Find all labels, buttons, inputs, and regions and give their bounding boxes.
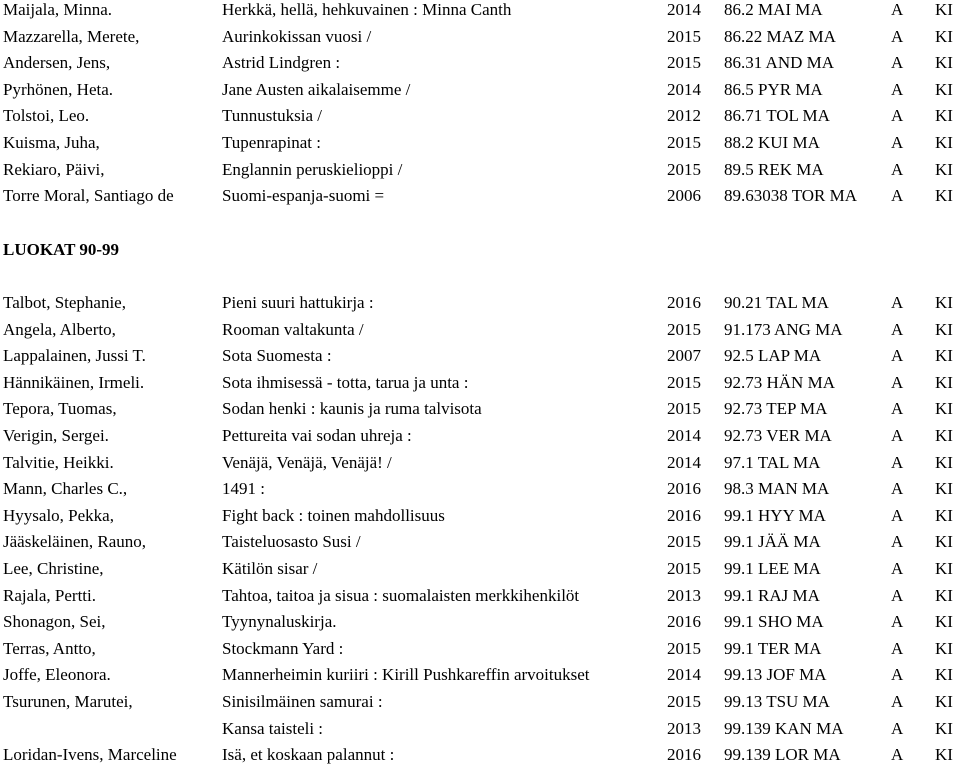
table-row	[0, 742, 960, 768]
title-cell: Tunnustuksia /	[222, 106, 322, 125]
year-cell: 2015	[667, 53, 701, 72]
type-cell: A	[891, 612, 904, 631]
author-cell: Hyysalo, Pekka,	[3, 506, 114, 525]
author-cell: Shonagon, Sei,	[3, 612, 106, 631]
classification-cell: 99.139 KAN MA	[724, 719, 844, 738]
title-cell: Stockmann Yard :	[222, 639, 344, 658]
year-cell: 2015	[667, 320, 701, 339]
year-cell: 2015	[667, 532, 701, 551]
year-cell: 2015	[667, 133, 701, 152]
title-cell: Pieni suuri hattukirja :	[222, 293, 374, 312]
year-cell: 2015	[667, 639, 701, 658]
type-cell: A	[891, 320, 904, 339]
location-cell: KI	[935, 453, 953, 472]
location-cell: KI	[935, 346, 953, 365]
table-row	[0, 396, 960, 422]
year-cell: 2014	[667, 0, 701, 19]
type-cell: A	[891, 453, 904, 472]
table-row	[0, 716, 960, 742]
title-cell: Tupenrapinat :	[222, 133, 322, 152]
table-row	[0, 662, 960, 688]
author-cell: Lappalainen, Jussi T.	[3, 346, 146, 365]
table-row	[0, 77, 960, 103]
location-cell: KI	[935, 80, 953, 99]
location-cell: KI	[935, 53, 953, 72]
location-cell: KI	[935, 612, 953, 631]
table-row	[0, 24, 960, 50]
location-cell: KI	[935, 186, 953, 205]
title-cell: Sinisilmäinen samurai :	[222, 692, 383, 711]
title-cell: Suomi-espanja-suomi =	[222, 186, 385, 205]
type-cell: A	[891, 479, 904, 498]
author-cell: Andersen, Jens,	[3, 53, 111, 72]
title-cell: 1491 :	[222, 479, 265, 498]
classification-cell: 86.71 TOL MA	[724, 106, 830, 125]
year-cell: 2014	[667, 665, 701, 684]
year-cell: 2007	[667, 346, 701, 365]
author-cell: Rekiaro, Päivi,	[3, 160, 105, 179]
title-cell: Rooman valtakunta /	[222, 320, 364, 339]
table-row	[0, 0, 960, 23]
author-cell: Talbot, Stephanie,	[3, 293, 126, 312]
location-cell: KI	[935, 639, 953, 658]
table-row	[0, 450, 960, 476]
location-cell: KI	[935, 532, 953, 551]
title-cell: Tahtoa, taitoa ja sisua : suomalaisten merkkihenkilöt	[222, 586, 580, 605]
table-row	[0, 556, 960, 582]
classification-cell: 98.3 MAN MA	[724, 479, 830, 498]
location-cell: KI	[935, 479, 953, 498]
year-cell: 2016	[667, 506, 701, 525]
type-cell: A	[891, 719, 904, 738]
type-cell: A	[891, 373, 904, 392]
author-cell: Terras, Antto,	[3, 639, 96, 658]
type-cell: A	[891, 532, 904, 551]
location-cell: KI	[935, 0, 953, 19]
classification-cell: 86.5 PYR MA	[724, 80, 823, 99]
type-cell: A	[891, 160, 904, 179]
type-cell: A	[891, 506, 904, 525]
title-cell: Aurinkokissan vuosi /	[222, 27, 372, 46]
classification-cell: 92.5 LAP MA	[724, 346, 822, 365]
classification-cell: 90.21 TAL MA	[724, 293, 829, 312]
type-cell: A	[891, 639, 904, 658]
classification-cell: 86.31 AND MA	[724, 53, 835, 72]
type-cell: A	[891, 186, 904, 205]
year-cell: 2015	[667, 160, 701, 179]
table-row	[0, 503, 960, 529]
table-row	[0, 183, 960, 209]
table-row	[0, 689, 960, 715]
title-cell: Sota Suomesta :	[222, 346, 332, 365]
year-cell: 2014	[667, 80, 701, 99]
title-cell: Kansa taisteli :	[222, 719, 324, 738]
year-cell: 2015	[667, 373, 701, 392]
title-cell: Englannin peruskielioppi /	[222, 160, 403, 179]
title-cell: Isä, et koskaan palannut :	[222, 745, 395, 764]
author-cell: Tepora, Tuomas,	[3, 399, 117, 418]
author-cell: Mazzarella, Merete,	[3, 27, 140, 46]
location-cell: KI	[935, 320, 953, 339]
classification-cell: 99.1 TER MA	[724, 639, 822, 658]
type-cell: A	[891, 80, 904, 99]
location-cell: KI	[935, 373, 953, 392]
classification-cell: 99.1 HYY MA	[724, 506, 826, 525]
location-cell: KI	[935, 293, 953, 312]
title-cell: Astrid Lindgren :	[222, 53, 341, 72]
classification-cell: 99.13 JOF MA	[724, 665, 827, 684]
location-cell: KI	[935, 559, 953, 578]
location-cell: KI	[935, 506, 953, 525]
title-cell: Jane Austen aikalaisemme /	[222, 80, 411, 99]
classification-cell: 89.5 REK MA	[724, 160, 824, 179]
classification-cell: 92.73 VER MA	[724, 426, 832, 445]
classification-cell: 86.2 MAI MA	[724, 0, 823, 19]
classification-cell: 99.1 RAJ MA	[724, 586, 820, 605]
year-cell: 2014	[667, 426, 701, 445]
type-cell: A	[891, 665, 904, 684]
year-cell: 2016	[667, 745, 701, 764]
author-cell: Tolstoi, Leo.	[3, 106, 90, 125]
author-cell: Tsurunen, Marutei,	[3, 692, 133, 711]
author-cell: Loridan-Ivens, Marceline	[3, 745, 177, 764]
type-cell: A	[891, 426, 904, 445]
classification-cell: 99.139 LOR MA	[724, 745, 841, 764]
classification-cell: 88.2 KUI MA	[724, 133, 820, 152]
title-cell: Pettureita vai sodan uhreja :	[222, 426, 412, 445]
location-cell: KI	[935, 106, 953, 125]
location-cell: KI	[935, 665, 953, 684]
location-cell: KI	[935, 426, 953, 445]
table-row	[0, 157, 960, 183]
year-cell: 2015	[667, 692, 701, 711]
location-cell: KI	[935, 586, 953, 605]
classification-cell: 99.13 TSU MA	[724, 692, 830, 711]
table-row	[0, 130, 960, 156]
title-cell: Sota ihmisessä - totta, tarua ja unta :	[222, 373, 469, 392]
title-cell: Herkkä, hellä, hehkuvainen : Minna Canth	[222, 0, 512, 19]
table-row	[0, 50, 960, 76]
year-cell: 2014	[667, 453, 701, 472]
location-cell: KI	[935, 160, 953, 179]
classification-cell: 99.1 SHO MA	[724, 612, 824, 631]
table-row	[0, 476, 960, 502]
title-cell: Venäjä, Venäjä, Venäjä! /	[222, 453, 392, 472]
location-cell: KI	[935, 692, 953, 711]
table-row	[0, 370, 960, 396]
classification-cell: 97.1 TAL MA	[724, 453, 821, 472]
year-cell: 2013	[667, 719, 701, 738]
location-cell: KI	[935, 719, 953, 738]
classification-cell: 89.63038 TOR MA	[724, 186, 858, 205]
author-cell: Mann, Charles C.,	[3, 479, 128, 498]
year-cell: 2016	[667, 479, 701, 498]
year-cell: 2015	[667, 559, 701, 578]
author-cell: Joffe, Eleonora.	[3, 665, 111, 684]
table-row	[0, 317, 960, 343]
table-row	[0, 290, 960, 316]
type-cell: A	[891, 559, 904, 578]
author-cell: Pyrhönen, Heta.	[3, 80, 114, 99]
type-cell: A	[891, 692, 904, 711]
title-cell: Sodan henki : kaunis ja ruma talvisota	[222, 399, 482, 418]
title-cell: Kätilön sisar /	[222, 559, 318, 578]
location-cell: KI	[935, 399, 953, 418]
author-cell: Lee, Christine,	[3, 559, 104, 578]
table-row	[0, 423, 960, 449]
type-cell: A	[891, 293, 904, 312]
year-cell: 2015	[667, 27, 701, 46]
location-cell: KI	[935, 133, 953, 152]
classification-cell: 86.22 MAZ MA	[724, 27, 836, 46]
author-cell: Hännikäinen, Irmeli.	[3, 373, 145, 392]
year-cell: 2016	[667, 293, 701, 312]
year-cell: 2012	[667, 106, 701, 125]
type-cell: A	[891, 133, 904, 152]
type-cell: A	[891, 27, 904, 46]
table-row	[0, 583, 960, 609]
table-row	[0, 343, 960, 369]
author-cell: Talvitie, Heikki.	[3, 453, 114, 472]
location-cell: KI	[935, 27, 953, 46]
classification-cell: 99.1 JÄÄ MA	[724, 532, 821, 551]
author-cell: Angela, Alberto,	[3, 320, 116, 339]
type-cell: A	[891, 399, 904, 418]
table-row	[0, 529, 960, 555]
classification-cell: 91.173 ANG MA	[724, 320, 843, 339]
author-cell: Rajala, Pertti.	[3, 586, 97, 605]
year-cell: 2016	[667, 612, 701, 631]
title-cell: Mannerheimin kuriiri : Kirill Pushkareffin arvoitukset	[222, 665, 590, 684]
type-cell: A	[891, 586, 904, 605]
classification-cell: 92.73 HÄN MA	[724, 373, 835, 392]
year-cell: 2015	[667, 399, 701, 418]
type-cell: A	[891, 53, 904, 72]
author-cell: Verigin, Sergei.	[3, 426, 109, 445]
title-cell: Taisteluosasto Susi /	[222, 532, 361, 551]
title-cell: Tyynynaluskirja.	[222, 612, 337, 631]
author-cell: Kuisma, Juha,	[3, 133, 100, 152]
type-cell: A	[891, 346, 904, 365]
table-row	[0, 103, 960, 129]
table-row	[0, 636, 960, 662]
type-cell: A	[891, 745, 904, 764]
author-cell: Jääskeläinen, Rauno,	[3, 532, 147, 551]
year-cell: 2006	[667, 186, 701, 205]
author-cell: Torre Moral, Santiago de	[3, 186, 174, 205]
section-heading: LUOKAT 90-99	[3, 240, 120, 259]
table-row	[0, 609, 960, 635]
title-cell: Fight back : toinen mahdollisuus	[222, 506, 445, 525]
type-cell: A	[891, 106, 904, 125]
author-cell: Maijala, Minna.	[3, 0, 113, 19]
year-cell: 2013	[667, 586, 701, 605]
location-cell: KI	[935, 745, 953, 764]
classification-cell: 99.1 LEE MA	[724, 559, 821, 578]
type-cell: A	[891, 0, 904, 19]
classification-cell: 92.73 TEP MA	[724, 399, 828, 418]
